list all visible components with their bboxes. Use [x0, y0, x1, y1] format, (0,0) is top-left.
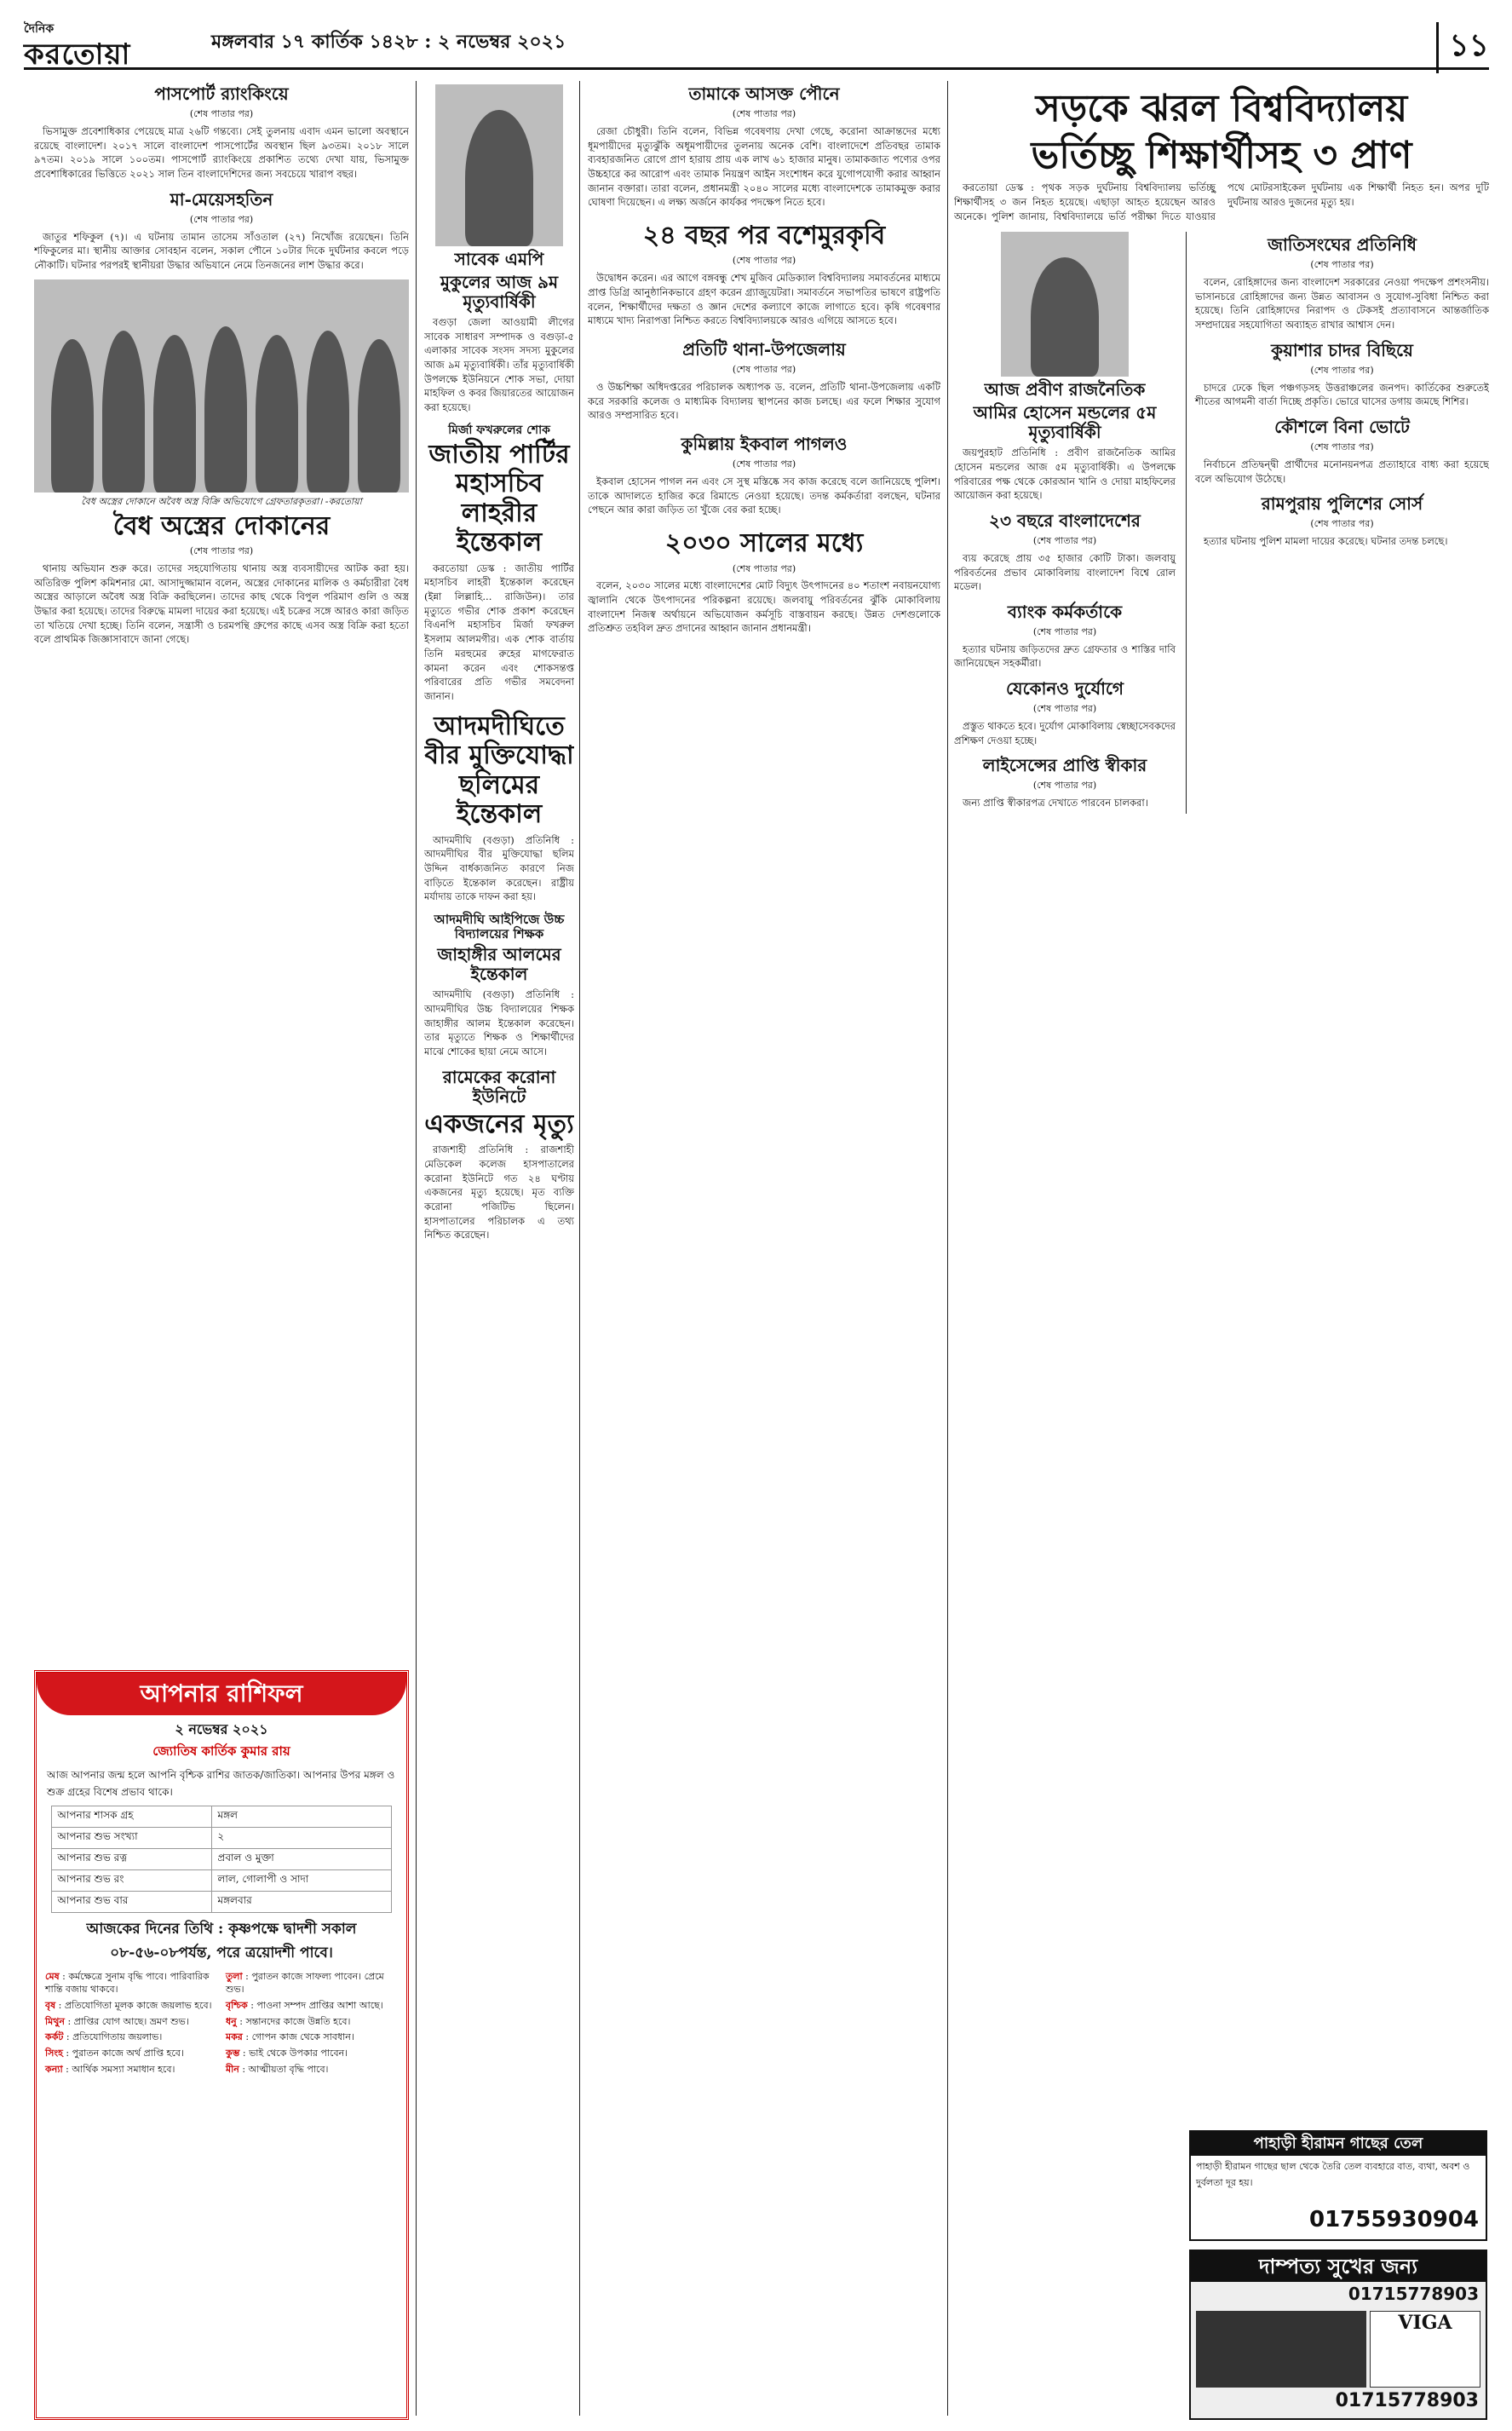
sign-item: বৃশ্চিক : পাওনা সম্পদ প্রাপ্তির আশা আছে। — [226, 1999, 383, 2011]
ad-phone: 01715778903 — [1348, 2284, 1479, 2304]
ad-text: পাহাড়ী হীরামন গাছের ছাল থেকে তৈরি তেল ব্যবহারে বাত, ব্যথা, অবশ ও দুর্বলতা দূর হয়। — [1196, 2161, 1470, 2188]
continued-note: (শেষ পাতার পর) — [1032, 534, 1097, 546]
newspaper-logo — [24, 19, 169, 72]
continued-note: (শেষ পাতার পর) — [1310, 364, 1374, 376]
ad-title: দাম্পত্য সুখের জন্য — [1191, 2251, 1486, 2282]
lead-headline-line1: সড়কে ঝরল বিশ্ববিদ্যালয় — [1035, 87, 1408, 130]
column-3 — [588, 81, 940, 2416]
sign-item: তুলা : পুরাতন কাজে সাফল্য পাবেন। প্রেমে শুভ। — [226, 1971, 384, 1995]
headline-freedom-fighter: আদমদীঘিতে বীর মুক্তিযোদ্ধা ছলিমের ইন্তেকাল — [424, 711, 574, 830]
headline-license: লাইসেন্সের প্রাপ্তি স্বীকার — [982, 755, 1147, 776]
zodiac-signs — [37, 1971, 406, 2077]
continued-note: (শেষ পাতার পর) — [189, 108, 254, 119]
sign-item: মকর : গোপন কাজ থেকে সাবধান। — [226, 2031, 354, 2043]
article-body: ভিসামুক্ত প্রবেশাধিকার পেয়েছে মাত্র ২৬টি গন্তব্যে। সেই তুলনায় এবাদ এমন ভালো অবস্থানে রয়েছে বাংলাদেশ। ২০১৭ সালে বাংলাদেশ পাসপোর্টের অবস্থান ছিল ৯৩তম। ২০১৮ সালে ৯৭তম। ২০১৯ সালে ১০০তম। পাসপোর্ট র‍্যাংকিংয়ে প্রকাশিত তথ্যে দেখা যায়, ভিসামুক্ত প্রবেশাধিকারের ভিত্তিতে ২০২১ সাল তিন বাংলাদেশিদের জন্য সবচেয়ে খারাপ বছর। — [34, 124, 409, 180]
horoscope-astrologer: জ্যোতিষ কার্তিক কুমার রায় — [152, 1743, 290, 1759]
article-body: উদ্বোধন করেন। এর আগে বঙ্গবন্ধু শেখ মুজিব মেডিক্যাল বিশ্ববিদ্যালয় সমাবর্তনের মাধ্যমে প্রাপ্ত ডিগ্রি আনুষ্ঠানিকভাবে গ্রহণ করেন গ্র্যাজুয়েটরা। সমাবর্তনে সভাপতির ভাষণে রাষ্ট্রপতি বলেন, শিক্ষার্থীদের দক্ষতা ও জ্ঞান দেশের কল্যাণে কাজে লাগাতে হবে। কৃষি গবেষণার মাধ্যমে খাদ্য নিরাপত্তা নিশ্চিত করতে বিশ্ববিদ্যালয়কে আরও এগিয়ে আসতে হবে। — [588, 272, 940, 327]
kicker-politician: আজ প্রবীণ রাজনৈতিক — [984, 379, 1146, 400]
continued-note: (শেষ পাতার পর) — [732, 562, 796, 574]
photo-caption: বৈধ অস্ত্রের দোকানে অবৈধ অস্ত্র বিক্রি অভিযোগে গ্রেফতারকৃতরা। -করতোয়া — [81, 495, 362, 507]
article-body: আদমদীঘি (বগুড়া) প্রতিনিধি : আদমদীঘির বীর মুক্তিযোদ্ধা ছলিম উদ্দিন বার্ধক্যজনিত কারণে নিজ বাড়িতে ইন্তেকাল করেছেন। রাষ্ট্রীয় মর্যাদায় তাকে দাফন করা হয়। — [424, 833, 574, 903]
continued-note: (শেষ পাতার পর) — [732, 255, 796, 267]
caption-former-mp: সাবেক এমপি — [454, 249, 544, 269]
logo-small: দৈনিক — [24, 22, 55, 36]
continued-note: (শেষ পাতার পর) — [1310, 518, 1374, 530]
article-body: নির্বাচনে প্রতিদ্বন্দ্বী প্রার্থীদের মনোনয়নপত্র প্রত্যাহারে বাধ্য করা হয়েছে বলে অভিযোগ উঠেছে। — [1195, 458, 1489, 485]
headline-bank-officer: ব্যাংক কর্মকর্তাকে — [1007, 601, 1123, 622]
article-body: বলেন, ২০৩০ সালের মধ্যে বাংলাদেশের মোট বিদ্যুৎ উৎপাদনের ৪০ শতাংশ নবায়নযোগ্য জ্বালানি থেকে উৎপাদনের পরিকল্পনা রয়েছে। জলবায়ু পরিবর্তনের ঝুঁকি মোকাবিলায় বাংলাদেশ নিজস্ব অর্থায়নে অভিযোজন কর্মসূচি বাস্তবায়ন করছে। উন্নত দেশগুলোকে প্রতিশ্রুত তহবিল দ্রুত প্রদানের আহ্বান জানান প্রধানমন্ত্রী। — [588, 579, 940, 635]
headline-disaster: যেকোনও দুর্যোগে — [1005, 678, 1124, 700]
headline-rampura: রামপুরায় পুলিশের সোর্স — [1261, 493, 1423, 515]
ad-brand-box: VIGA — [1370, 2311, 1480, 2388]
article-body: প্রস্তুত থাকতে হবে। দুর্যোগ মোকাবিলায় স্বেচ্ছাসেবকদের প্রশিক্ষণ দেওয়া হচ্ছে। — [954, 720, 1176, 746]
horoscope-table: আপনার শাসক গ্রহ মঙ্গল আপনার শুভ সংখ্যা ২ আপনার শুভ রত্ন প্রবাল ও মুক্তা আপনার শুভ রং লাল, গোলাপী ও সাদা আপনার শুভ বার মঙ্গলবার — [51, 1806, 391, 1913]
sign-item: মেষ : কর্মক্ষেত্রে সুনাম বৃদ্ধি পাবে। পারিবারিক শান্তি বজায় থাকবে। — [45, 1971, 210, 1995]
amir-hossain-portrait — [1001, 232, 1129, 377]
article-body: ব্যয় করেছে প্রায় ৩৫ হাজার কোটি টাকা। জলবায়ু পরিবর্তনের প্রভাব মোকাবিলায় বাংলাদেশ বিশ্বে রোল মডেল। — [954, 551, 1176, 593]
ad-image — [1196, 2311, 1366, 2388]
kicker-rmch: রামেকের করোনা ইউনিটে — [442, 1066, 556, 1107]
headline-lahiri-death: জাতীয় পার্টির মহাসচিব লাহরীর ইন্তেকাল — [428, 439, 570, 558]
article-body: জয়পুরহাট প্রতিনিধি : প্রবীণ রাজনৈতিক আমির হোসেন মন্ডলের আজ ৫ম মৃত্যুবার্ষিকী। এ উপলক্ষে পরিবারের পক্ষ থেকে কোরআন খানি ও দোয়া মাহফিলের আয়োজন করা হয়েছে। — [954, 446, 1176, 502]
column-4 — [954, 81, 1489, 2117]
article-body: জাতুর শফিকুল (৭)। এ ঘটনায় তামান তাসেম সাঁওতাল (২৭) নিখোঁজ রয়েছেন। তিনি শফিকুলের মা। স্থানীয় আক্তার সোবহান বলেন, সকাল পৌনে ১০টার দিকে দুর্ঘটনার কবলে পড়ে নৌকাটি। ঘটনার পরপরই স্থানীয়রা উদ্ধার অভিযানে নেমে তিনজনের লাশ উদ্ধার করে। — [34, 230, 409, 271]
lead-headline-line2: ভর্তিচ্ছু শিক্ষার্থীসহ ৩ প্রাণ — [1031, 133, 1412, 177]
article-body: বগুড়া জেলা আওয়ামী লীগের সাবেক সাধারণ সম্পাদক ও বগুড়া-৫ এলাকার সাবেক সংসদ সদস্য মুকুলের আজ ৯ম মৃত্যুবার্ষিকী। তাঁর মৃত্যুবার্ষিকী উপলক্ষে ইউনিয়নে শোক সভা, দোয়া মাহফিল ও কবর জিয়ারতের আয়োজন করা হয়েছে। — [424, 316, 574, 414]
continued-note: (শেষ পাতার পর) — [1310, 259, 1374, 271]
sign-item: কুম্ভ : ভাই থেকে উপকার পাবেন। — [226, 2048, 348, 2059]
article-body: চাদরে ঢেকে ছিল পঞ্চগড়সহ উত্তরাঞ্চলের জনপদ। কার্তিকের শুরুতেই শীতের আগমনী বার্তা দিচ্ছে প্রকৃতি। ভোরে ঘাসের ডগায় জমছে শিশির। — [1195, 381, 1489, 408]
arrested-group-photo — [34, 279, 409, 493]
headline-covid-death: একজনের মৃত্যু — [424, 1109, 574, 1139]
headline-bsmrau: ২৪ বছর পর বশেমুরকৃবি — [642, 220, 886, 251]
article-body: জন্য প্রাপ্তি স্বীকারপত্র দেখাতে পারবেন চালকরা। — [963, 797, 1148, 809]
headline-amir-hossain: আমির হোসেন মন্ডলের ৫ম মৃত্যুবার্ষিকী — [973, 402, 1157, 443]
headline-tobacco: তামাকে আসক্ত পৌনে — [688, 84, 840, 104]
continued-note: (শেষ পাতার পর) — [732, 364, 796, 376]
continued-note: (শেষ পাতার পর) — [1032, 703, 1097, 715]
article-body: ও উচ্চশিক্ষা অধিদপ্তরের পরিচালক অধ্যাপক ড. বলেন, প্রতিটি থানা-উপজেলায় একটি করে সরকারি কলেজ ও মাধ্যমিক বিদ্যালয় স্থাপনের কাজ চলছে। এর ফলে শিক্ষার সুযোগ আরও সম্প্রসারিত হবে। — [588, 381, 940, 422]
continued-note: (শেষ পাতার পর) — [732, 458, 796, 470]
headline-every-thana: প্রতিটি থানা-উপজেলায় — [682, 339, 846, 360]
sign-item: ধনু : সন্তানদের কাজে উন্নতি হবে। — [226, 2015, 351, 2027]
headline-un-rep: জাতিসংঘের প্রতিনিধি — [1268, 234, 1417, 256]
continued-note: (শেষ পাতার পর) — [732, 108, 796, 119]
lead-article-body: করতোয়া ডেস্ক : পৃথক সড়ক দুর্ঘটনায় বিশ্ববিদ্যালয় ভর্তিচ্ছু শিক্ষার্থীসহ ৩ জন নিহত হয়েছে। এছাড়া আহত হয়েছেন আরও অনেকে। পুলিশ জানায়, বিশ্ববিদ্যালয়ে ভর্তি পরীক্ষা দিতে যাওয়ার পথে মোটরসাইকেল দুর্ঘটনায় এক শিক্ষার্থী নিহত হন। অপর দুটি দুর্ঘটনায় আরও দুজনের মৃত্যু হয়। — [954, 181, 1489, 222]
mukul-portrait — [435, 84, 563, 246]
horoscope-intro: আজ আপনার জন্ম হলে আপনি বৃশ্চিক রাশির জাতক/জাতিকা। আপনার উপর মঙ্গল ও শুক্র গ্রহের বিশেষ প্রভাব থাকে। — [47, 1769, 395, 1798]
page-number: ১১ — [1436, 22, 1489, 73]
dateline: মঙ্গলবার ১৭ কার্তিক ১৪২৮ : ২ নভেম্বর ২০২১ — [211, 31, 566, 53]
article-body: ইকবাল হোসেন পাগল নন এবং সে সুস্থ মস্তিষ্কে সব কাজ করেছে বলে জানিয়েছে পুলিশ। তাকে আদালতে হাজির করে রিমান্ডে নেওয়া হয়েছে। তদন্ত কর্মকর্তারা বলছেন, ঘটনার পেছনে আর কারা জড়িত তা খুঁজে বের করা হচ্ছে। — [588, 475, 940, 516]
article-body: হত্যার ঘটনায় জড়িতদের দ্রুত গ্রেফতার ও শাস্তির দাবি জানিয়েছেন সহকর্মীরা। — [954, 642, 1176, 670]
ad-marital-happiness — [1189, 2250, 1487, 2420]
continued-note: (শেষ পাতার পর) — [1310, 441, 1374, 453]
headline-mukul-anniversary: মুকুলের আজ ৯ম মৃত্যুবার্ষিকী — [440, 272, 559, 312]
horoscope-date: ২ নভেম্বর ২০২১ — [175, 1721, 268, 1737]
ad-hiraman-oil — [1189, 2130, 1487, 2241]
ad-phone-2: 01715778903 — [1335, 2390, 1479, 2411]
sign-item: বৃষ : প্রতিযোগিতা মূলক কাজে জয়লাভ হবে। — [45, 1999, 212, 2011]
logo-main: করতোয়া — [24, 37, 131, 72]
kicker-mirza-fakhrul: মির্জা ফখরুলের শোক — [448, 423, 550, 437]
headline-arms-shop: বৈধ অস্ত্রের দোকানের — [112, 510, 331, 541]
headline-2030: ২০৩০ সালের মধ্যে — [664, 528, 864, 558]
sign-item: সিংহ : পুরাতন কাজে অর্থ প্রাপ্তি হবে। — [45, 2048, 184, 2059]
article-body: বলেন, রোহিঙ্গাদের জন্য বাংলাদেশ সরকারের নেওয়া পদক্ষেপ প্রশংসনীয়। ভাসানচরে রোহিঙ্গাদের জন্য উন্নত আবাসন ও সুযোগ-সুবিধা নিশ্চিত করা হয়েছে। তিনি রোহিঙ্গাদের নিরাপদ ও টেকসই প্রত্যাবাসনে আন্তর্জাতিক সম্প্রদায়ের সহযোগিতা অব্যাহত রাখার আশ্বাস দেন। — [1195, 276, 1489, 331]
tithi-line: আজকের দিনের তিথি : কৃষ্ণপক্ষে দ্বাদশী সকাল ০৮-৫৬-০৮পর্যন্ত, পরে ত্রয়োদশী পাবে। — [86, 1921, 357, 1962]
masthead — [24, 19, 1489, 70]
continued-note: (শেষ পাতার পর) — [189, 545, 254, 557]
horoscope-title: আপনার রাশিফল — [37, 1673, 406, 1715]
article-body: করতোয়া ডেস্ক : জাতীয় পার্টির মহাসচিব লাহরী ইন্তেকাল করেছেন (ইন্না লিল্লাহি... রাজিউন)। তার মৃত্যুতে গভীর শোক প্রকাশ করেছেন বিএনপি মহাসচিব মির্জা ফখরুল ইসলাম আলমগীর। এক শোক বার্তায় তিনি মরহুমের রুহের মাগফেরাত কামনা করেন এবং শোকসন্তপ্ত পরিবারের প্রতি গভীর সমবেদনা জানান। — [424, 562, 574, 702]
ad-title: পাহাড়ী হীরামন গাছের তেল — [1191, 2132, 1486, 2156]
headline-23-years: ২৩ বছরে বাংলাদেশের — [989, 510, 1141, 531]
sign-item: মীন : আত্মীয়তা বৃদ্ধি পাবে। — [226, 2064, 329, 2076]
column-2 — [424, 81, 574, 2416]
kicker-teacher: আদমদীঘি আইপিজে উচ্চ বিদ্যালয়ের শিক্ষক — [434, 911, 565, 942]
continued-note: (শেষ পাতার পর) — [1032, 625, 1097, 637]
headline-jahangir-death: জাহাঙ্গীর আলমের ইন্তেকাল — [437, 944, 561, 985]
headline-comilla-iqbal: কুমিল্লায় ইকবাল পাগলও — [681, 434, 848, 455]
headline-mother-daughter: মা-মেয়েসহতিন — [170, 188, 273, 210]
continued-note: (শেষ পাতার পর) — [1032, 780, 1097, 792]
article-body: হত্যার ঘটনায় পুলিশ মামলা দায়ের করেছে। ঘটনার তদন্ত চলছে। — [1204, 535, 1448, 548]
article-body: আদমদীঘি (বগুড়া) প্রতিনিধি : আদমদীঘির উচ্চ বিদ্যালয়ের শিক্ষক জাহাঙ্গীর আলম ইন্তেকাল করেছেন। তার মৃত্যুতে শিক্ষক ও শিক্ষার্থীদের মাঝে শোকের ছায়া নেমে আসে। — [424, 988, 574, 1058]
article-body: থানায় অভিযান শুরু করে। তাদের সহযোগিতায় থানায় অস্ত্র ব্যবসায়ীদের আটক করা হয়। অতিরিক্ত পুলিশ কমিশনার মো. আসাদুজ্জামান বলেন, অস্ত্রের দোকানের মালিক ও কর্মচারীরা বৈধ অস্ত্রের আড়ালে অবৈধ অস্ত্র বিক্রি করছিলেন। তাদের কাছ থেকে বিপুল পরিমাণ গুলি ও অস্ত্র উদ্ধার করা হয়েছে। তাদের বিরুদ্ধে মামলা দায়ের করা হয়েছে। এই চক্রের সঙ্গে আরও কারা জড়িত তা খতিয়ে দেখা হচ্ছে। তিনি বলেন, সন্ত্রাসী ও চরমপন্থি গ্রুপের কাছে এসব অস্ত্র বিক্রি করা হতো বলে প্রাথমিক জিজ্ঞাসাবাদে জানা গেছে। — [34, 562, 409, 646]
horoscope-box — [34, 1670, 409, 2420]
headline-unopposed: কৌশলে বিনা ভোটে — [1274, 417, 1410, 438]
ad-phone: 01755930904 — [1309, 2207, 1479, 2232]
sign-item: কন্যা : আর্থিক সমস্যা সমাধান হবে। — [45, 2064, 175, 2076]
continued-note: (শেষ পাতার পর) — [189, 213, 254, 225]
sign-item: মিথুন : প্রাপ্তির যোগ আছে। ভ্রমণ শুভ। — [45, 2015, 189, 2027]
headline-fog: কুয়াশার চাদর বিছিয়ে — [1271, 339, 1413, 360]
sign-item: কর্কট : প্রতিযোগিতায় জয়লাভ। — [45, 2031, 163, 2043]
headline-passport: পাসপোর্ট র‍্যাংকিংয়ে — [154, 84, 289, 104]
article-body: রেজা চৌধুরী। তিনি বলেন, বিভিন্ন গবেষণায় দেখা গেছে, করোনা আক্রান্তদের মধ্যে ধূমপায়ীদের মৃত্যুঝুঁকি অধূমপায়ীদের তুলনায় অনেক বেশি। বাংলাদেশে প্রতিবছর তামাক ব্যবহারজনিত রোগে প্রাণ হারায় প্রায় এক লাখ ৬১ হাজার মানুষ। তামাকজাত পণ্যের ওপর উচ্চহারে কর আরোপ এবং তামাক নিয়ন্ত্রণ আইন সংশোধন করে যুগোপযোগী করার আহ্বান জানান বক্তারা। তারা বলেন, প্রধানমন্ত্রী ২০৪০ সালের মধ্যে বাংলাদেশকে তামাকমুক্ত করার ঘোষণা দিয়েছেন। এ লক্ষ্য অর্জনে কার্যকর পদক্ষেপ নিতে হবে। — [588, 124, 940, 209]
column-1 — [34, 81, 409, 1657]
article-body: রাজশাহী প্রতিনিধি : রাজশাহী মেডিকেল কলেজ হাসপাতালের করোনা ইউনিটে গত ২৪ ঘণ্টায় একজনের মৃত্যু হয়েছে। মৃত ব্যক্তি করোনা পজিটিভ ছিলেন। হাসপাতালের পরিচালক এ তথ্য নিশ্চিত করেছেন। — [424, 1143, 574, 1241]
